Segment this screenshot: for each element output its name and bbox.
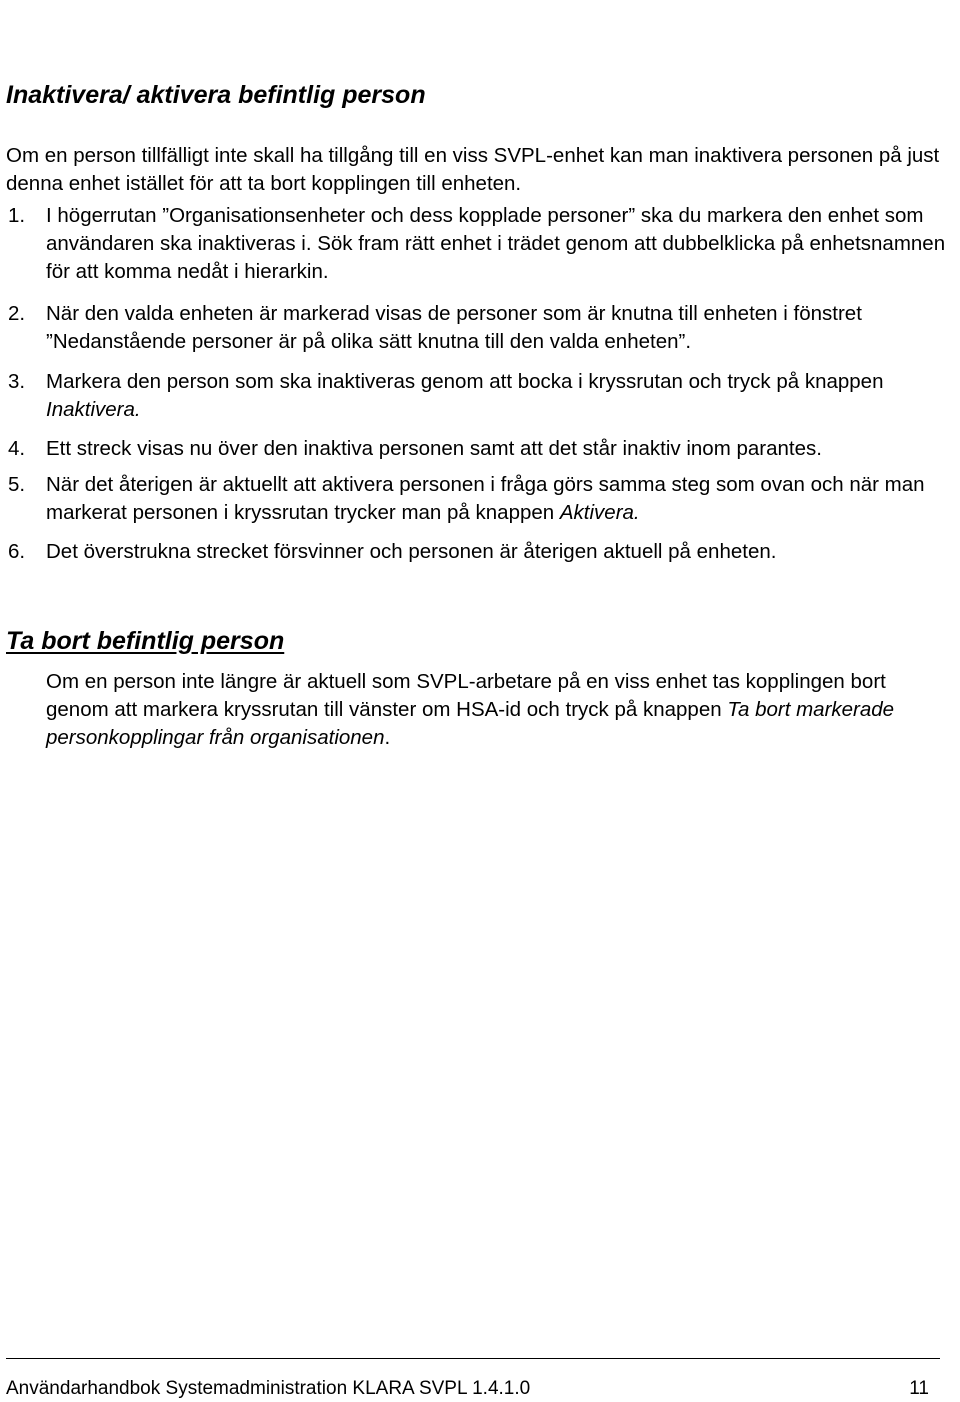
remove-text-after: . (384, 726, 391, 749)
list-item (6, 300, 956, 356)
footer-divider (6, 1358, 940, 1359)
section-heading-remove: Ta bort befintlig person (6, 627, 285, 655)
step-number: 5. (8, 473, 26, 496)
step-text: I högerrutan ”Organisationsenheter och dess kopplade personer” ska du markera den enhet som användaren ska inaktiveras i. Sök fram rätt enhet i trädet genom att dubbelklicka på enhetsnamnen för att komma nedåt i hierarkin. (46, 204, 946, 283)
list-item (6, 202, 956, 286)
button-reference-inaktivera: Inaktivera. (46, 398, 141, 421)
list-item (6, 538, 956, 566)
remove-text: Om en person inte längre är aktuell som SVPL-arbetare på en viss enhet tas kopplingen bort genom att markera kryssrutan till vänster om HSA-id och tryck på knappen (46, 670, 886, 721)
list-item (6, 368, 956, 424)
list-item (6, 435, 956, 463)
step-text: När den valda enheten är markerad visas de personer som är knutna till enheten i fönstret ”Nedanstående personer är på olika sätt knutna till den valda enheten”. (46, 302, 862, 353)
button-reference-aktivera: Aktivera. (559, 501, 640, 524)
step-number: 1. (8, 204, 26, 227)
remove-paragraph (46, 668, 926, 752)
step-text: Det överstrukna strecket försvinner och personen är återigen aktuell på enheten. (46, 540, 777, 563)
step-number: 4. (8, 437, 26, 460)
step-number: 6. (8, 540, 26, 563)
step-text: När det återigen är aktuellt att aktivera personen i fråga görs samma steg som ovan och när man markerat personen i kryssrutan trycker man på knappen (46, 473, 925, 524)
step-text: Ett streck visas nu över den inaktiva personen samt att det står inaktiv inom parantes. (46, 437, 822, 460)
step-text: Markera den person som ska inaktiveras genom att bocka i kryssrutan och tryck på knappen (46, 370, 884, 393)
footer-title: Användarhandbok Systemadministration KLARA SVPL 1.4.1.0 (6, 1378, 531, 1399)
intro-paragraph: Om en person tillfälligt inte skall ha tillgång till en viss SVPL-enhet kan man inaktivera personen på just denna enhet istället för att ta bort kopplingen till enheten. (6, 144, 940, 195)
section-heading-inactivate: Inaktivera/ aktivera befintlig person (6, 81, 426, 109)
list-item (6, 471, 956, 527)
step-number: 3. (8, 370, 26, 393)
button-reference-remove: Ta bort markerade personkopplingar från organisationen (46, 698, 895, 749)
page-number: 11 (909, 1378, 929, 1399)
step-number: 2. (8, 302, 26, 325)
